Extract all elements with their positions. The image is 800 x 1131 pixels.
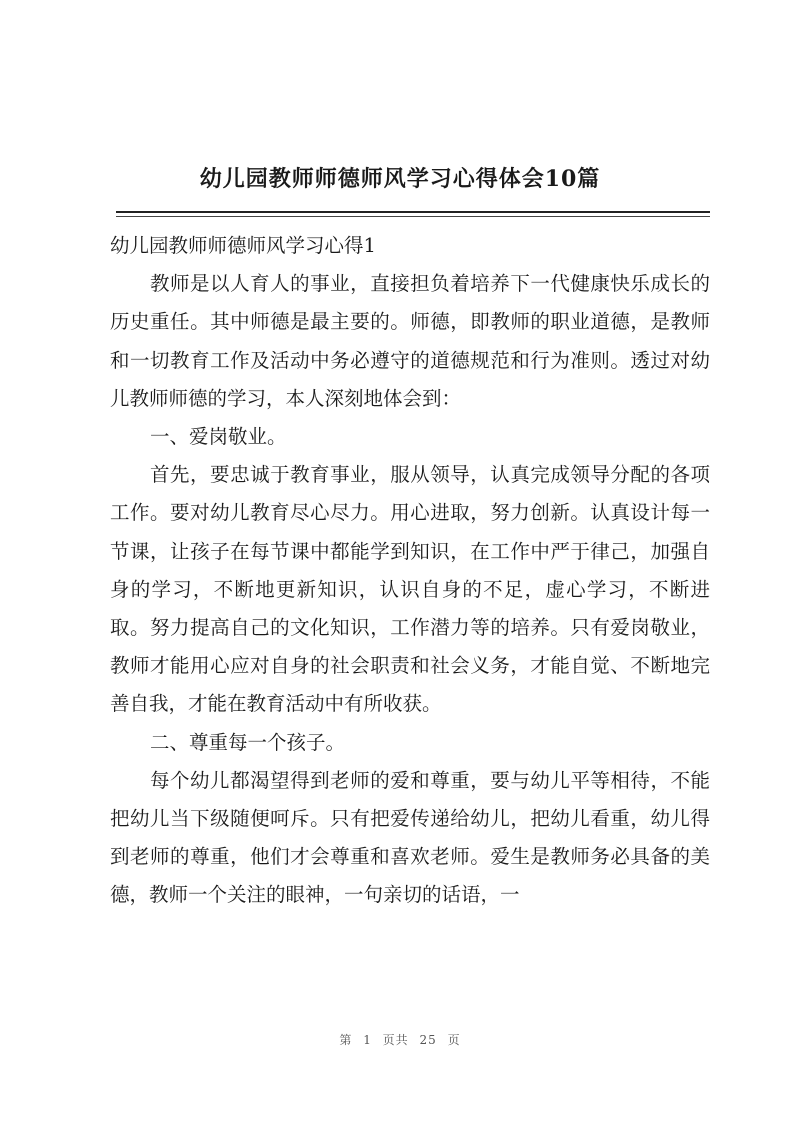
title-divider-thin: [116, 216, 710, 217]
paragraph-intro: 教师是以人育人的事业，直接担负着培养下一代健康快乐成长的历史重任。其中师德是最主要的。师德，即教师的职业道德，是教师和一切教育工作及活动中务必遵守的道德规范和行为准则。透过对幼儿教师师德的学习，本人深刻地体会到：: [110, 272, 710, 410]
document-title: 幼儿园教师师德师风学习心得体会10篇: [199, 166, 601, 192]
heading-respect: 二、尊重每一个孩子。: [150, 730, 346, 754]
paragraph-respect: 每个幼儿都渴望得到老师的爱和尊重，要与幼儿平等相待，不能把幼儿当下级随便呵斥。只有把爱传递给幼儿，把幼儿看重，幼儿得到老师的尊重，他们才会尊重和喜欢老师。爱生是教师务必具备的美德，教师一个关注的眼神，一句亲切的话语，一: [110, 768, 710, 907]
title-divider-thick: [116, 211, 710, 213]
paragraph-dedication: 首先，要忠诚于教育事业，服从领导，认真完成领导分配的各项工作。要对幼儿教育尽心尽力。用心进取，努力创新。认真设计每一节课，让孩子在每节课中都能学到知识，在工作中严于律己，加强自身的学习，不断地更新知识，认识自身的不足，虚心学习，不断进取。努力提高自己的文化知识，工作潜力等的培养。只有爱岗敬业，教师才能用心应对自身的社会职责和社会义务，才能自觉、不断地完善自我，才能在教育活动中有所收获。: [110, 463, 710, 716]
document-body: [110, 227, 710, 915]
heading-dedication: 一、爱岗敬业。: [150, 425, 287, 449]
page-number-footer: 第 1 页共 25 页: [339, 1033, 461, 1047]
section-subtitle: 幼儿园教师师德师风学习心得1: [110, 234, 376, 257]
